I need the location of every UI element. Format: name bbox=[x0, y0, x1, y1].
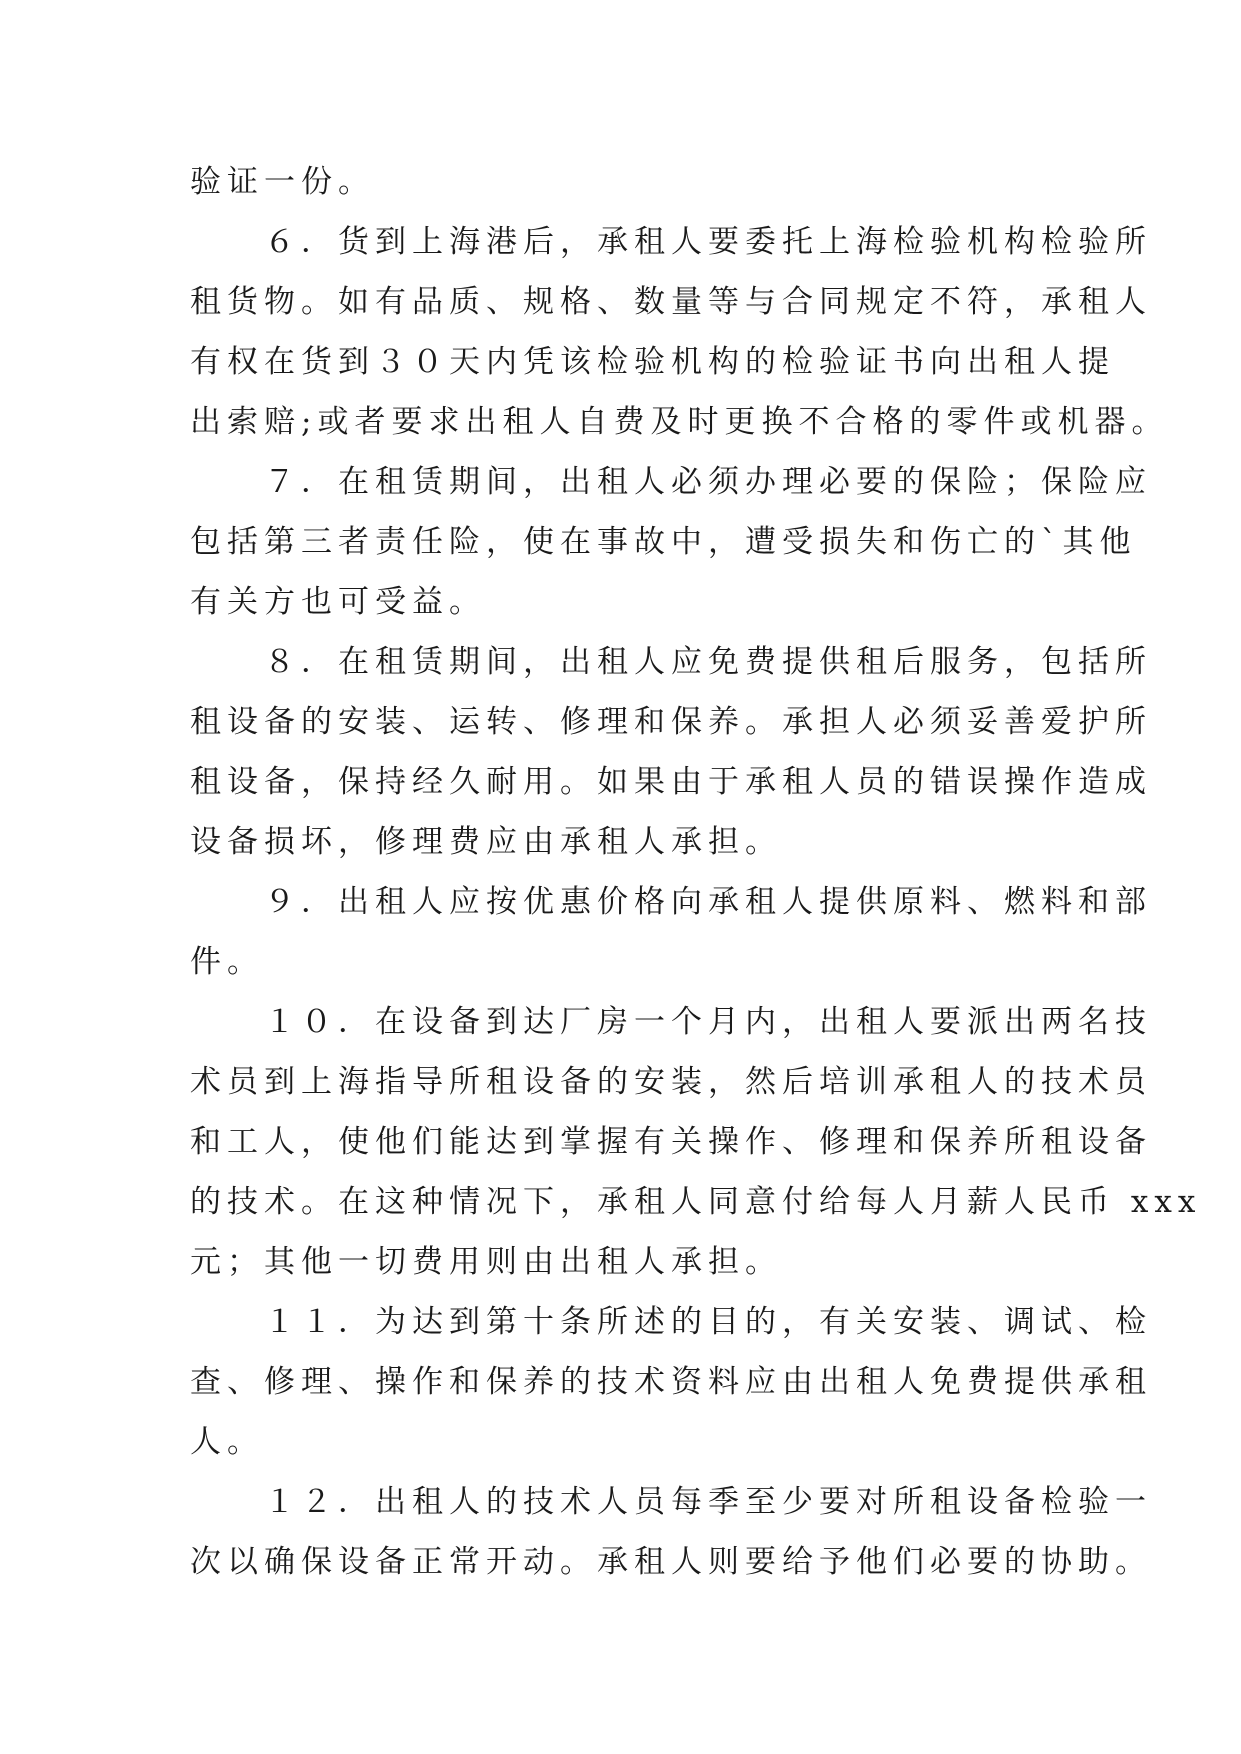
text-line: ６．货到上海港后，承租人要委托上海检验机构检验所 bbox=[264, 224, 1152, 260]
text-line: １０．在设备到达厂房一个月内，出租人要派出两名技 bbox=[264, 1004, 1152, 1040]
text-line: 有权在货到３０天内凭该检验机构的检验证书向出租人提 bbox=[190, 344, 1115, 380]
text-line: 和工人，使他们能达到掌握有关操作、修理和保养所租设备 bbox=[190, 1124, 1152, 1160]
text-line: 的技术。在这种情况下，承租人同意付给每人月薪人民币 xxx bbox=[190, 1184, 1202, 1220]
text-line: 租货物。如有品质、规格、数量等与合同规定不符，承租人 bbox=[190, 284, 1152, 320]
text-line: 有关方也可受益。 bbox=[190, 584, 486, 620]
text-line: 查、修理、操作和保养的技术资料应由出租人免费提供承租 bbox=[190, 1364, 1152, 1400]
text-line: 人。 bbox=[190, 1424, 264, 1460]
text-line: 出索赔;或者要求出租人自费及时更换不合格的零件或机器。 bbox=[190, 404, 1169, 440]
text-line: 术员到上海指导所租设备的安装，然后培训承租人的技术员 bbox=[190, 1064, 1152, 1100]
text-line: 租设备，保持经久耐用。如果由于承租人员的错误操作造成 bbox=[190, 764, 1152, 800]
text-line: ９．出租人应按优惠价格向承租人提供原料、燃料和部 bbox=[264, 884, 1152, 920]
text-line: 包括第三者责任险，使在事故中，遭受损失和伤亡的`其他 bbox=[190, 524, 1137, 560]
text-line: 设备损坏，修理费应由承租人承担。 bbox=[190, 824, 782, 860]
text-line: 元；其他一切费用则由出租人承担。 bbox=[190, 1244, 782, 1280]
text-line: 租设备的安装、运转、修理和保养。承担人必须妥善爱护所 bbox=[190, 704, 1152, 740]
text-line: 验证一份。 bbox=[190, 164, 375, 200]
text-line: ７．在租赁期间，出租人必须办理必要的保险；保险应 bbox=[264, 464, 1152, 500]
text-line: ８．在租赁期间，出租人应免费提供租后服务，包括所 bbox=[264, 644, 1152, 680]
text-line: 件。 bbox=[190, 944, 264, 980]
text-line: １１．为达到第十条所述的目的，有关安装、调试、检 bbox=[264, 1304, 1152, 1340]
text-line: 次以确保设备正常开动。承租人则要给予他们必要的协助。 bbox=[190, 1544, 1152, 1580]
text-line: １２．出租人的技术人员每季至少要对所租设备检验一 bbox=[264, 1484, 1152, 1520]
contract-text bbox=[190, 152, 1202, 1592]
